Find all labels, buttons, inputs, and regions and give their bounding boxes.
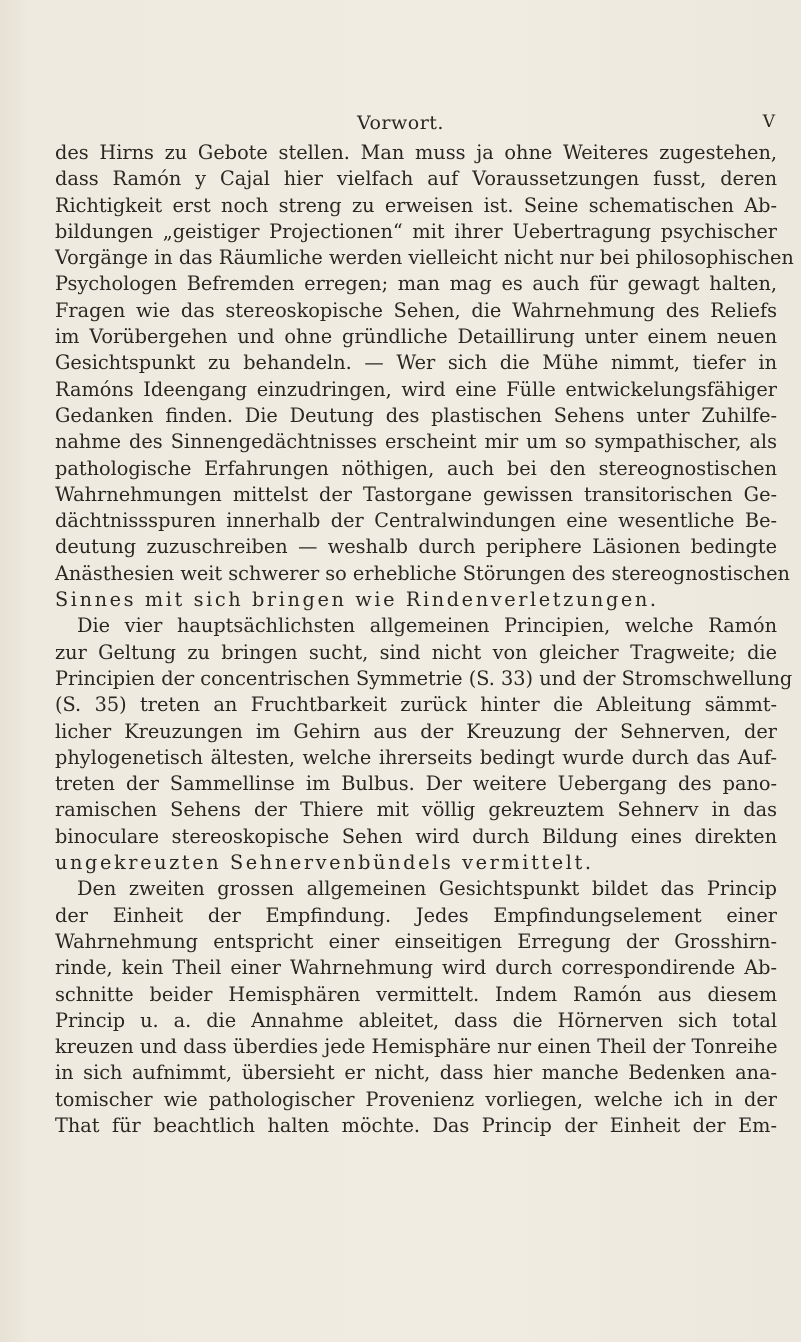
text-line: Principien der concentrischen Symmetrie (S. 33) und der Stromschwellung (55, 666, 793, 690)
text-line: in sich aufnimmt, übersieht er nicht, dass hier manche Bedenken ana- (55, 1061, 777, 1085)
text-line: der Einheit der Empfindung. Jedes Empfindungselement einer (55, 903, 777, 927)
text-line: pathologische Erfahrungen nöthigen, auch bei den stereognostischen (55, 456, 777, 480)
text-line: im Vorübergehen und ohne gründliche Detaillirung unter einem neuen (55, 325, 777, 349)
text-line-paragraph-start: Die vier hauptsächlichsten allgemeinen Principien, welche Ramón (77, 614, 777, 638)
text-line: Vorgänge in das Räumliche werden vielleicht nicht nur bei philosophischen (55, 246, 794, 270)
page-header (0, 112, 801, 138)
text-line: dächtnissspuren innerhalb der Centralwindungen eine wesentliche Be- (55, 509, 777, 533)
text-line: phylogenetisch ältesten, welche ihrerseits bedingt wurde durch das Auf- (55, 745, 777, 769)
text-line: Richtigkeit erst noch streng zu erweisen ist. Seine schematischen Ab- (55, 193, 777, 217)
text-line: Gedanken finden. Die Deutung des plastischen Sehens unter Zuhilfe- (55, 403, 777, 427)
text-line: bildungen „geistiger Projectionen“ mit ihrer Uebertragung psychischer (55, 219, 777, 243)
text-line: Ramóns Ideengang einzudringen, wird eine Fülle entwickelungsfähiger (55, 377, 777, 401)
text-line: licher Kreuzungen im Gehirn aus der Kreuzung der Sehnerven, der (55, 719, 777, 743)
text-line: Princip u. a. die Annahme ableitet, dass die Hörnerven sich total (55, 1008, 777, 1032)
text-line: treten der Sammellinse im Bulbus. Der weitere Uebergang des pano- (55, 772, 777, 796)
text-line: Anästhesien weit schwerer so erhebliche Störungen des stereognostischen (55, 561, 790, 585)
text-line: Wahrnehmung entspricht einer einseitigen Erregung der Grosshirn- (55, 929, 777, 953)
text-line: (S. 35) treten an Fruchtbarkeit zurück hinter die Ableitung sämmt- (55, 693, 777, 717)
running-head: Vorwort. (357, 112, 444, 134)
body-text (55, 140, 794, 1139)
text-line: tomischer wie pathologischer Provenienz vorliegen, welche ich in der (55, 1087, 777, 1111)
text-line: Psychologen Befremden erregen; man mag es auch für gewagt halten, (55, 272, 777, 296)
text-line: Fragen wie das stereoskopische Sehen, die Wahrnehmung des Reliefs (55, 298, 777, 322)
text-line-paragraph-start: Den zweiten grossen allgemeinen Gesichtspunkt bildet das Princip (77, 877, 777, 901)
text-line: schnitte beider Hemisphären vermittelt. Indem Ramón aus diesem (55, 982, 777, 1006)
text-line: Gesichtspunkt zu behandeln. — Wer sich die Mühe nimmt, tiefer in (55, 351, 777, 375)
text-line: rinde, kein Theil einer Wahrnehmung wird durch correspondirende Ab- (55, 956, 777, 980)
text-line-paragraph-end: ungekreuzten Sehnervenbündels vermittelt. (55, 851, 594, 875)
text-line: Wahrnehmungen mittelst der Tastorgane gewissen transitorischen Ge- (55, 482, 777, 506)
text-line: That für beachtlich halten möchte. Das Princip der Einheit der Em- (55, 1113, 777, 1137)
text-line: kreuzen und dass überdies jede Hemisphäre nur einen Theil der Tonreihe (55, 1035, 778, 1059)
text-line: binoculare stereoskopische Sehen wird durch Bildung eines direkten (55, 824, 777, 848)
page-number: V (762, 112, 775, 132)
text-line: deutung zuzuschreiben — weshalb durch periphere Läsionen bedingte (55, 535, 777, 559)
text-line: des Hirns zu Gebote stellen. Man muss ja ohne Weiteres zugestehen, (55, 141, 777, 164)
text-line: nahme des Sinnengedächtnisses erscheint mir um so sympathischer, als (55, 430, 777, 454)
text-line-paragraph-end: Sinnes mit sich bringen wie Rindenverletzungen. (55, 588, 659, 612)
text-line: dass Ramón y Cajal hier vielfach auf Voraussetzungen fusst, deren (55, 167, 777, 191)
text-line: ramischen Sehens der Thiere mit völlig gekreuztem Sehnerv in das (55, 798, 777, 822)
text-line: zur Geltung zu bringen sucht, sind nicht von gleicher Tragweite; die (55, 640, 777, 664)
